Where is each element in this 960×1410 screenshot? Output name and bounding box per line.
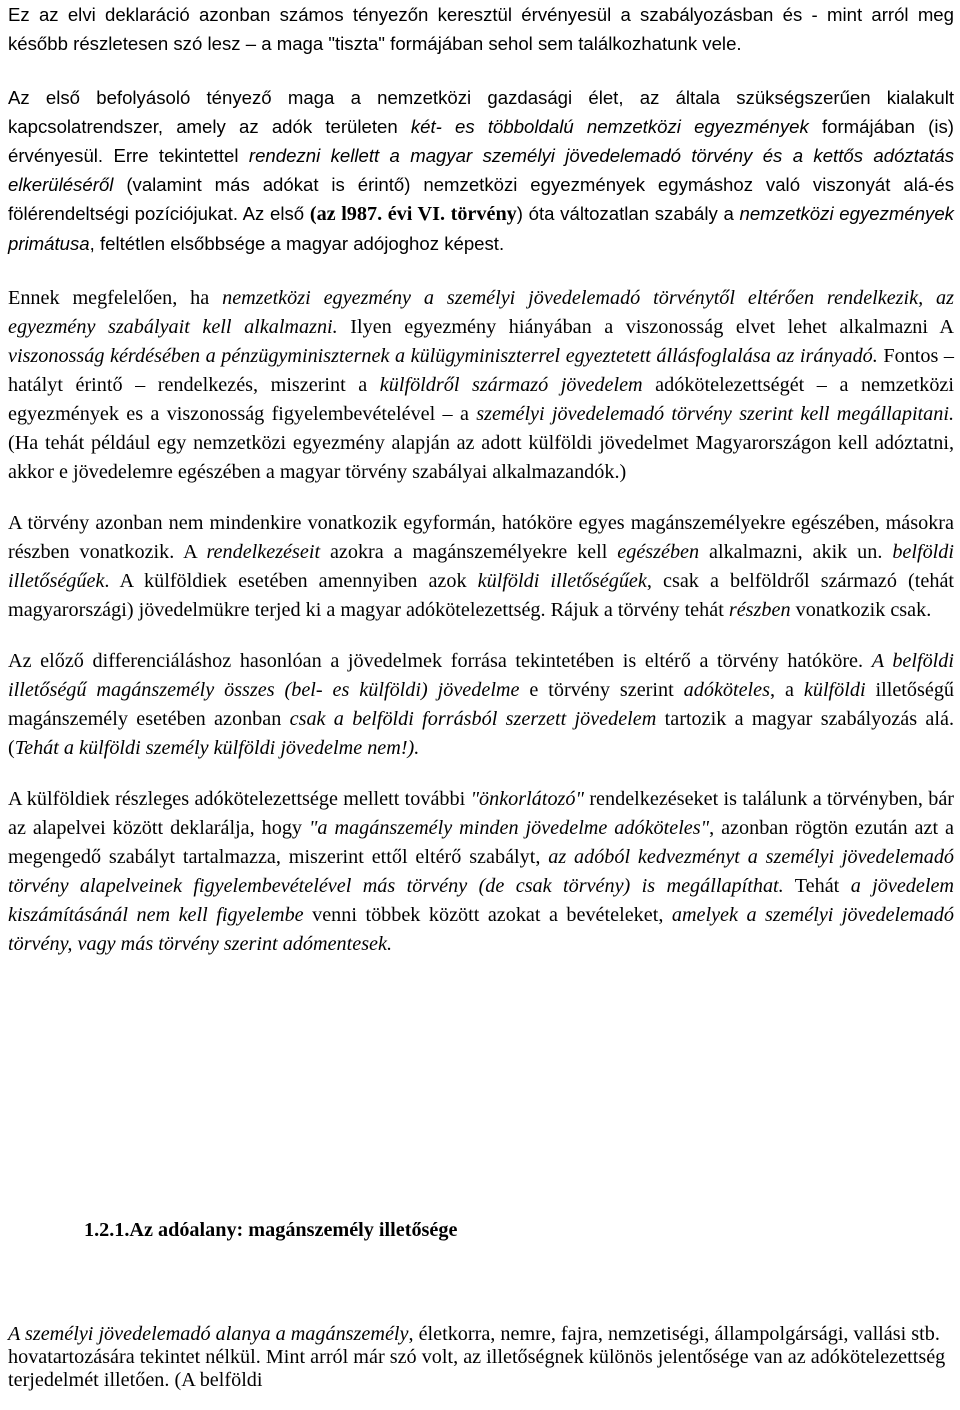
document-page [8, 0, 954, 981]
paragraph-6: A külföldiek részleges adókötelezettsége mellett további "önkorlátozó" rendelkezéseket is találunk a törvényben, bár az alapelvei között deklarálja, hogy "a magánszemély minden jövedelme adóköteles", azonban rögtön ezután azt a megengedő szabályt tartalmazza, miszerint ettől eltérő szabályt, az adóból kedvezményt a személyi jövedelemadó törvény alapelveinek figyelembevételével más törvény (de csak törvény) is megállapíthat. Tehát a jövedelem kiszámításánál nem kell figyelembe venni többek között azokat a bevételeket, amelyek a személyi jövedelemadó törvény, vagy más törvény szerint adómentesek. [8, 788, 955, 955]
paragraph-5: Az előző differenciáláshoz hasonlóan a jövedelmek forrása tekintetében is eltérő a törvény hatóköre. A belföldi illetőségű magánszemély összes (bel- es külföldi) jövedelme e törvény szerint adóköteles, a külföldi illetőségű magánszemély esetében azonban csak a belföldi forrásból szerzett jövedelem tartozik a magyar szabályozás alá. (Tehát a külföldi személy külföldi jövedelme nem!). [8, 650, 955, 759]
paragraph-2: Az első befolyásoló tényező maga a nemzetközi gazdasági élet, az általa szükségszerűen kialakult kapcsolatrendszer, amely az adók területen két- es többoldalú nemzetközi egyezmények formájában (is) érvényesül. Erre tekintettel rendezni kellett a magyar személyi jövedelemadó törvény és a kettős adóztatás elkerüléséről (valamint más adókat is érintő) nemzetközi egyezmények egymáshoz való viszonyát alá-és fölérendeltségi pozíciójukat. Az első (az l987. évi VI. törvény) óta változatlan szabály a nemzetközi egyezmények primátusa, feltétlen elsőbbsége a magyar adójoghoz képest. [8, 87, 955, 254]
paragraph-7: A személyi jövedelemadó alanya a magánszemély, életkorra, nemre, fajra, nemzetiségi, állampolgársági, vallási stb. hovatartozására tekintet nélkül. Mint arról már szó volt, az illetőségnek különös jelentősége van az adókötelezettség terjedelmét illetően. (A belföldi [8, 1323, 946, 1391]
paragraph-1: Ez az elvi deklaráció azonban számos tényezőn keresztül érvényesül a szabályozásban és - mint arról meg később részletesen szó lesz – a maga "tiszta" formájában sehol sem találkozhatunk vele. [8, 4, 954, 54]
section-heading: 1.2.1.Az adóalany: magánszemély illetősége [84, 1219, 458, 1241]
paragraph-3: Ennek megfelelően, ha nemzetközi egyezmény a személyi jövedelemadó törvénytől eltérően rendelkezik, az egyezmény szabályait kell alkalmazni. Ilyen egyezmény hiányában a viszonosság elvet lehet alkalmazni A viszonosság kérdésében a pénzügyminiszternek a külügyminiszterrel egyeztetett állásfoglalása az irányadó. Fontos – hatályt érintő – rendelkezés, miszerint a külföldről származó jövedelem adókötelezettségét – a nemzetközi egyezmények es a viszonosság figyelembevételével – a személyi jövedelemadó törvény szerint kell megállapitani. (Ha tehát például egy nemzetközi egyezmény alapján az adott külföldi jövedelmet Magyarországon kell adóztatni, akkor e jövedelemre egészében a magyar törvény szabályai alkalmazandók.) [8, 287, 955, 483]
paragraph-4: A törvény azonban nem mindenkire vonatkozik egyformán, hatóköre egyes magánszemélyekre egészében, másokra részben vonatkozik. A rendelkezéseit azokra a magánszemélyekre kell egészében alkalmazni, akik un. belföldi illetőségűek. A külföldiek esetében amennyiben azok külföldi illetőségűek, csak a belföldről származó (tehát magyarországi) jövedelmükre terjed ki a magyar adókötelezettség. Rájuk a törvény tehát részben vonatkozik csak. [8, 512, 955, 621]
